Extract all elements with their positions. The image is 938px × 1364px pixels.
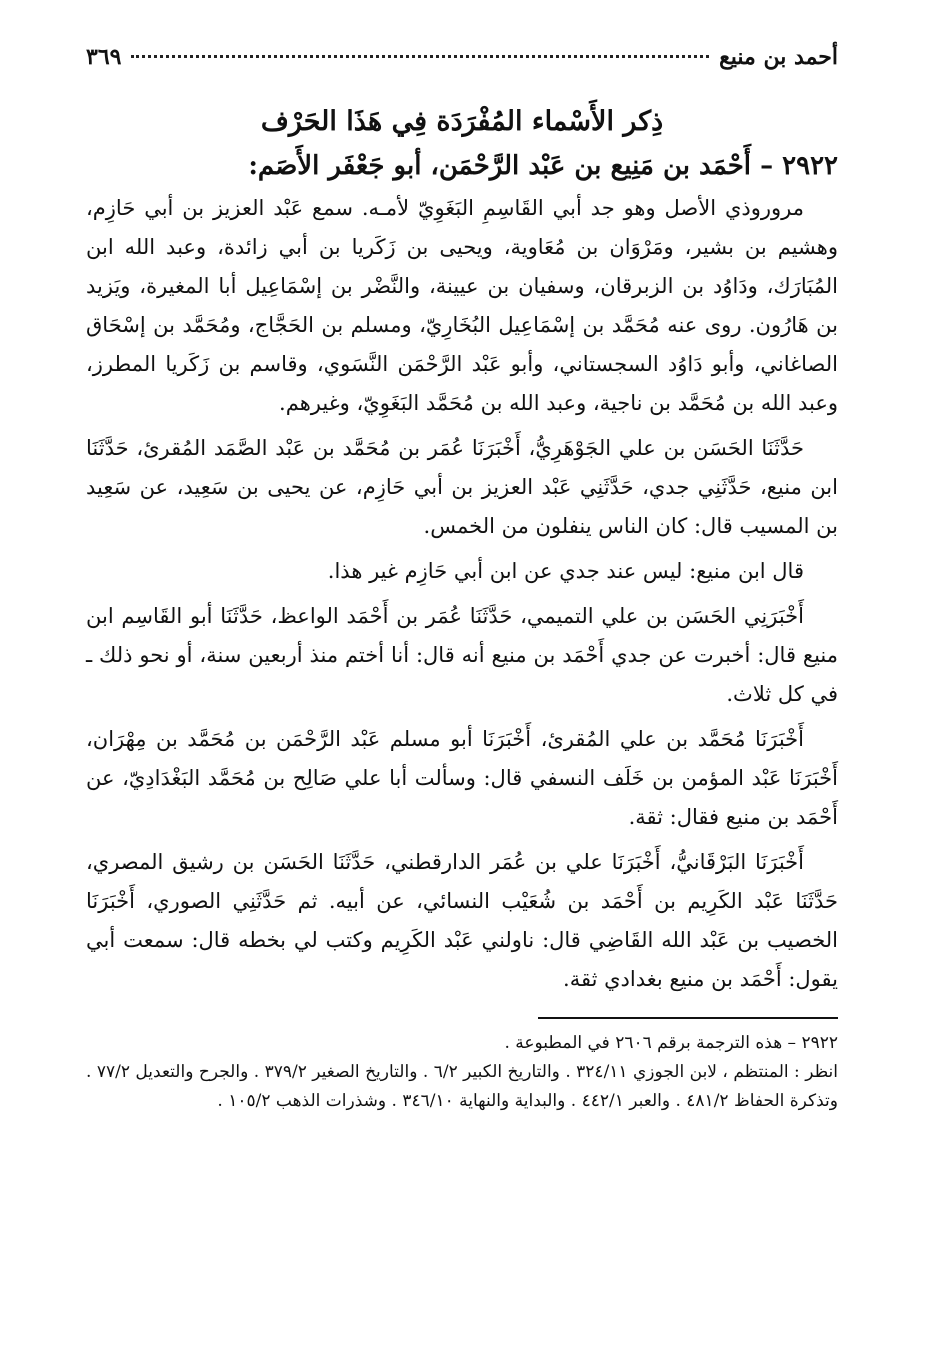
narration-paragraph: قال ابن منيع: ليس عند جدي عن ابن أبي حَازِم غير هذا. (327, 559, 804, 583)
narration-paragraph: أَخْبَرَنِي الحَسَن بن علي التميمي، حَدَّثَنَا عُمَر بن أَحْمَد الواعظ، حَدَّثَنَا أبو القَاسِم ابن منيع قال: أخبرت عن جدي أَحْمَد بن منيع أنه قال: أنا أختم منذ أربعين سنة، أو نحو ذلك ـ في كل ثلاث. (86, 604, 838, 706)
footnote-divider (538, 1017, 838, 1019)
narration-paragraph: حَدَّثَنَا الحَسَن بن علي الجَوْهَرِيُّ، أَخْبَرَنَا عُمَر بن مُحَمَّد بن عَبْد الصَّمَد المُقرئ، حَدَّثَنَا ابن منيع، حَدَّثَنِي جدي، حَدَّثَنِي عَبْد العزيز بن أبي حَازِم، عن يحيى بن سَعِيد، عن سَعِيد بن المسيب قال: كان الناس ينفلون من الخمس. (86, 436, 838, 538)
leader-dots (131, 55, 709, 58)
running-header (86, 44, 838, 84)
narration-paragraph: أَخْبَرَنَا البَرْقَانيُّ، أَخْبَرَنَا علي بن عُمَر الدارقطني، حَدَّثَنَا الحَسَن بن رشيق المصري، حَدَّثَنَا عَبْد الكَرِيم بن أَحْمَد بن شُعَيْب النسائي، عن أبيه. ثم حَدَّثَنِي الصوري، أَخْبَرَنَا الخصيب بن عَبْد الله القَاضِي قال: ناولني عَبْد الكَرِيم وكتب لي بخطه قال: سمعت أبي يقول: أَحْمَد بن منيع بغدادي ثقة. (86, 850, 838, 991)
footnotes (86, 1029, 838, 1116)
biography-paragraph: مروروذي الأصل وهو جد أبي القَاسِمِ البَغَوِيّ لأمـه. سمع عَبْد العزيز بن أبي حَازِم، وهشيم بن بشير، ومَرْوَان بن مُعَاوية، ويحيى بن زَكَريا بن أبي زائدة، وعبد الله ابن المُبَارَك، ودَاوُد بن الزبرقان، وسفيان بن عيينة، والنَّضْر بن إسْمَاعِيل أبا المغيرة، ويَزيد بن هَارُون. روى عنه مُحَمَّد بن إسْمَاعِيل البُخَارِيّ، ومسلم بن الحَجَّاج، ومُحَمَّد بن إسْحَاق الصاغاني، وأبو دَاوُد السجستاني، وأبو عَبْد الرَّحْمَن النَّسَوي، وقاسم بن زَكَريا المطرز، وعبد الله بن مُحَمَّد بن ناجية، وعبد الله بن مُحَمَّد البَغَوِيّ، وغيرهم. (86, 196, 838, 415)
narration-paragraph: أَخْبَرَنَا مُحَمَّد بن علي المُقرئ، أَخْبَرَنَا أبو مسلم عَبْد الرَّحْمَن بن مُحَمَّد بن مِهْرَان، أَخْبَرَنَا عَبْد المؤمن بن خَلَف النسفي قال: وسألت أبا علي صَالِح بن مُحَمَّد البَغْدَادِيّ، عن أَحْمَد بن منيع فقال: ثقة. (86, 727, 838, 829)
entry-heading: ٢٩٢٢ – أَحْمَد بن مَنِيع بن عَبْد الرَّحْمَن، أبو جَعْفَر الأَصَم: (248, 151, 838, 181)
section-title: ذِكر الأَسْماء المُفْرَدَة فِي هَذَا الحَرْف (260, 106, 664, 137)
footnote-line: انظر : المنتظم ، لابن الجوزي ٣٢٤/١١ . والتاريخ الكبير ٦/٢ . والتاريخ الصغير ٣٧٩/٢ . والجرح والتعديل ٧٧/٢ . وتذكرة الحفاظ ٤٨١/٢ . والعبر ٤٤٢/١ . والبداية والنهاية ٣٤٦/١٠ . وشذرات الذهب ١٠٥/٢ . (86, 1062, 839, 1111)
running-header-title: أحمد بن منيع (719, 44, 838, 70)
footnote-line: ٢٩٢٢ – هذه الترجمة برقم ٢٦٠٦ في المطبوعة . (504, 1033, 838, 1053)
entry-body (86, 189, 838, 999)
page-number: ٣٦٩ (86, 44, 122, 70)
